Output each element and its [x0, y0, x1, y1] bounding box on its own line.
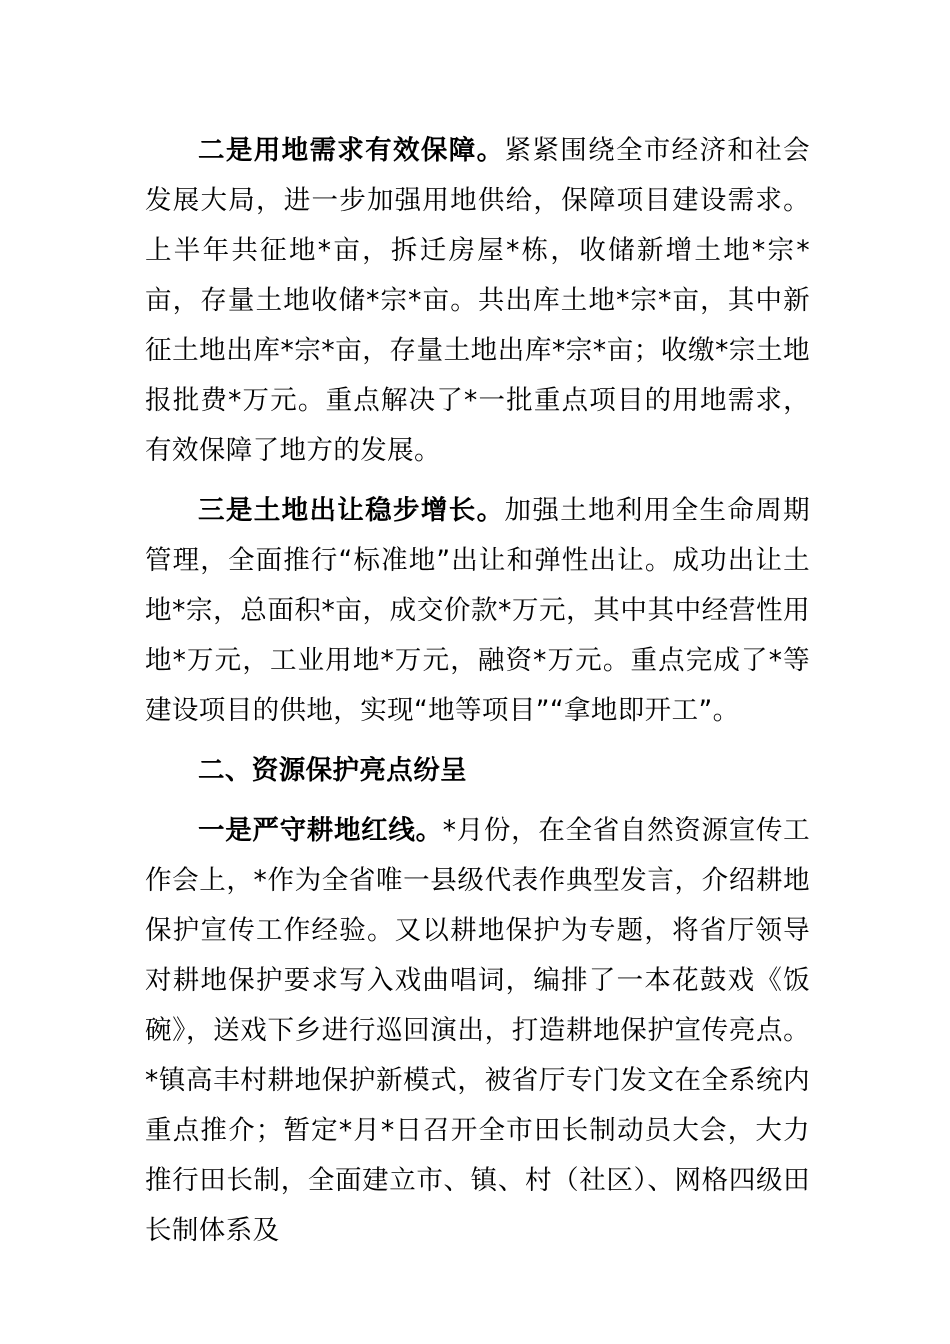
paragraph-lead: 三是土地出让稳步增长。	[198, 495, 505, 526]
paragraph-text: *月份，在全省自然资源宣传工作会上，*作为全省唯一县级代表作典型发言，介绍耕地保护宣传工作经验。又以耕地保护为专题，将省厅领导对耕地保护要求写入戏曲唱词，编排了一本花鼓戏《饭碗》，送戏下乡进行巡回演出，打造耕地保护宣传亮点。*镇高丰村耕地保护新模式，被省厅专门发文在全系统内重点推介；暂定*月*日召开全市田长制动员大会，大力推行田长制，全面建立市、镇、村（社区）、网格四级田长制体系及	[145, 815, 810, 1246]
paragraph-text: 紧紧围绕全市经济和社会发展大局，进一步加强用地供给，保障项目建设需求。上半年共征地*亩，拆迁房屋*栋，收储新增土地*宗*亩，存量土地收储*宗*亩。共出库土地*宗*亩，其中新征土地出库*宗*亩，存量土地出库*宗*亩；收缴*宗土地报批费*万元。重点解决了*一批重点项目的用地需求，有效保障了地方的发展。	[145, 135, 810, 466]
paragraph-land-demand	[145, 126, 810, 476]
paragraph-lead: 二是用地需求有效保障。	[198, 135, 505, 166]
document-body	[145, 126, 810, 1256]
section-heading: 二、资源保护亮点纷呈	[198, 755, 467, 786]
paragraph-farmland-protection	[145, 806, 810, 1256]
paragraph-text: 加强土地利用全生命周期管理，全面推行“标准地”出让和弹性出让。成功出让土地*宗，总面积*亩，成交价款*万元，其中其中经营性用地*万元，工业用地*万元，融资*万元。重点完成了*等建设项目的供地，实现“地等项目”“拿地即开工”。	[145, 495, 810, 726]
paragraph-land-transfer	[145, 486, 810, 736]
paragraph-lead: 一是严守耕地红线。	[198, 815, 443, 846]
